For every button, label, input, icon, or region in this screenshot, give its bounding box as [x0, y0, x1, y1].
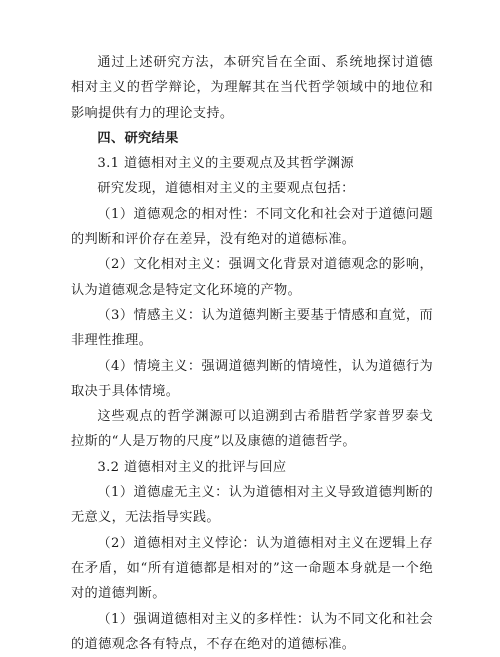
point-cultural-relativism: （2）文化相对主义：强调文化背景对道德观念的影响，认为道德观念是特定文化环境的产物。 — [71, 257, 433, 298]
subsection-heading-main-views: 3.1 道德相对主义的主要观点及其哲学渊源 — [97, 156, 355, 172]
point-relativity: （1）道德观念的相对性：不同文化和社会对于道德问题的判断和评价存在差异，没有绝对的道德标准。 — [71, 206, 433, 248]
response-diversity: （1）强调道德相对主义的多样性：认为不同文化和社会的道德观念各有特点，不存在绝对的道德标准。 — [71, 611, 433, 652]
document-page — [71, 50, 433, 657]
point-emotivism: （3）情感主义：认为道德判断主要基于情感和直觉，而非理性推理。 — [71, 307, 433, 349]
subsection-heading-critiques: 3.2 道德相对主义的批评与回应 — [97, 459, 287, 475]
origins-paragraph: 这些观点的哲学渊源可以追溯到古希腊哲学家普罗泰戈拉斯的“人是万物的尺度”以及康德的道德哲学。 — [71, 409, 433, 450]
section-heading-results: 四、研究结果 — [97, 130, 179, 146]
critique-nihilism: （1）道德虚无主义：认为道德相对主义导致道德判断的无意义，无法指导实践。 — [71, 485, 433, 526]
intro-paragraph: 通过上述研究方法，本研究旨在全面、系统地探讨道德相对主义的哲学辩论，为理解其在当代哲学领域中的地位和影响提供有力的理论支持。 — [71, 55, 433, 121]
findings-intro: 研究发现，道德相对主义的主要观点包括： — [97, 181, 355, 197]
critique-paradox: （2）道德相对主义悖论：认为道德相对主义在逻辑上存在矛盾，如“所有道德都是相对的”这一命题本身就是一个绝对的道德判断。 — [71, 535, 433, 602]
point-situationism: （4）情境主义：强调道德判断的情境性，认为道德行为取决于具体情境。 — [71, 358, 433, 399]
